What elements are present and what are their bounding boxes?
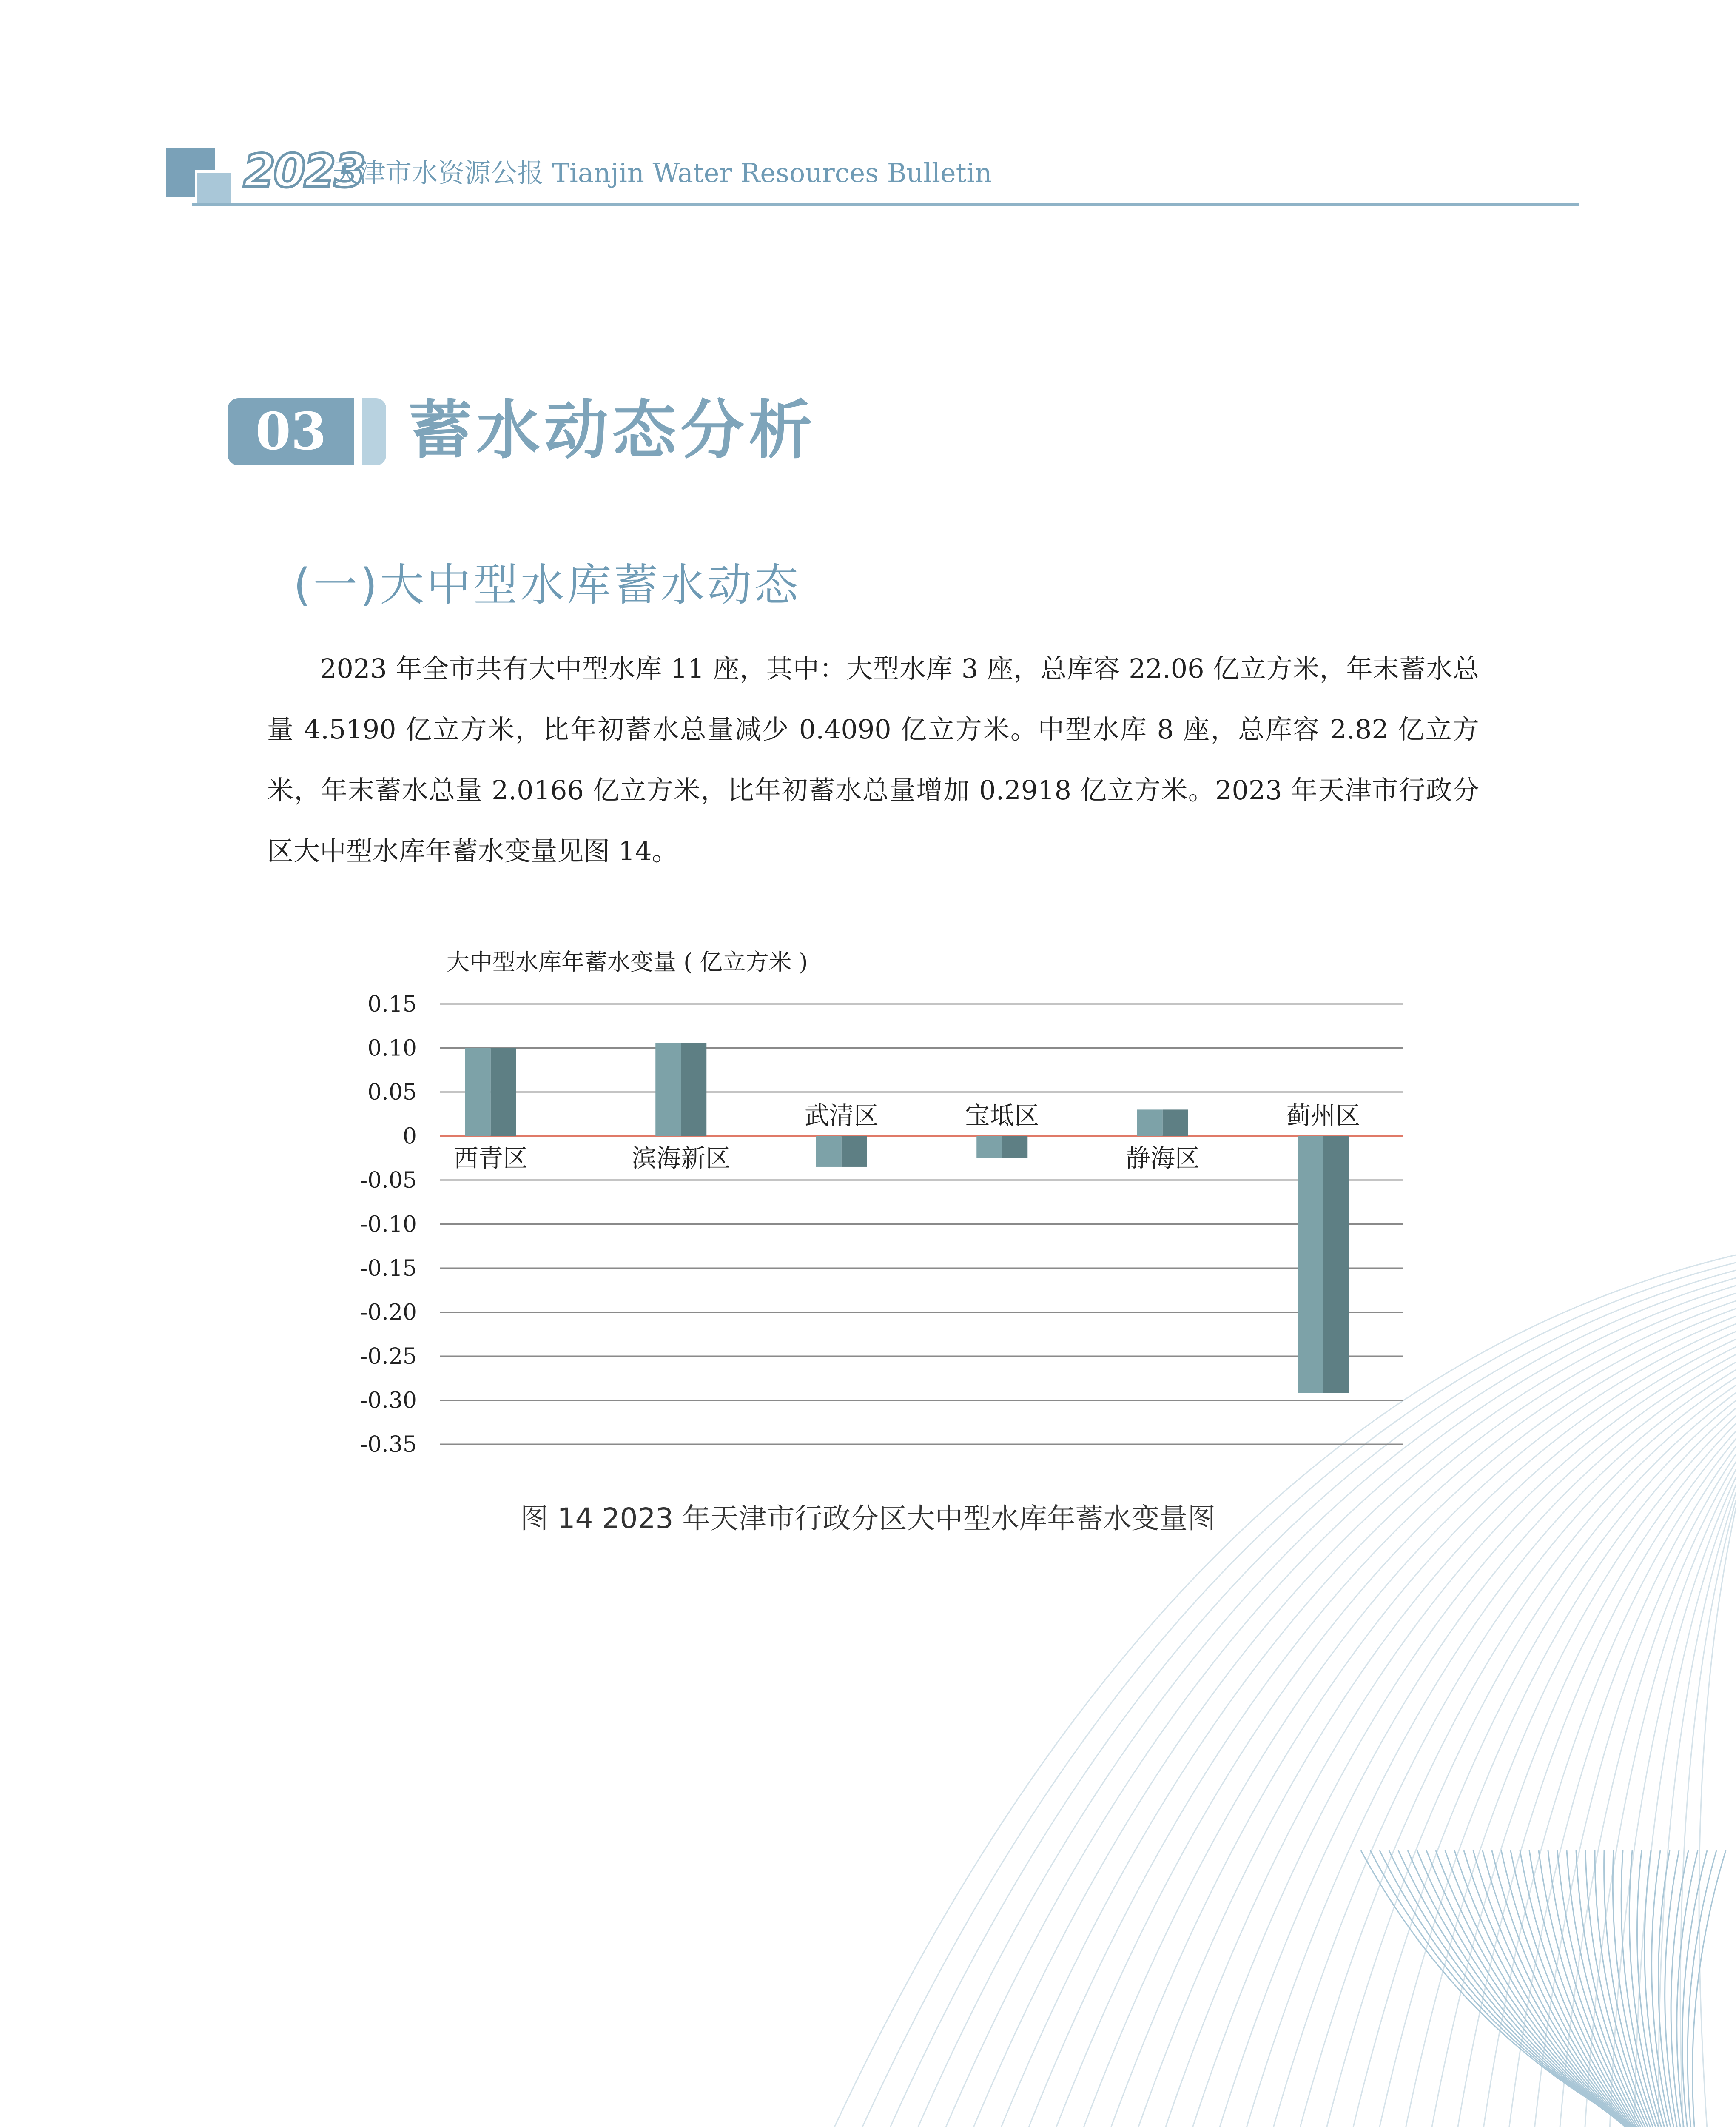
- section-number-badge: 03: [228, 398, 354, 465]
- background-fan-line: [1688, 1850, 1736, 2127]
- chart-bar-front: [816, 1136, 842, 1167]
- header-logo-square-light: [195, 170, 233, 208]
- figure-caption: 图 14 2023 年天津市行政分区大中型水库年蓄水变量图: [520, 1502, 1216, 1535]
- header-title: 天津市水资源公报 Tianjin Water Resources Bulletin: [333, 157, 992, 188]
- chart-category-label: 武清区: [804, 1101, 879, 1130]
- chart-bar-front: [465, 1048, 491, 1136]
- background-arc-line: [1659, 1492, 1736, 2127]
- chart-ytick-label: 0.15: [367, 992, 417, 1017]
- chart-bar-side: [842, 1136, 867, 1167]
- section-badge-accent: [362, 398, 386, 465]
- chart-bar-front: [655, 1043, 681, 1136]
- section-title: 蓄水动态分析: [408, 393, 817, 468]
- subsection-title: (一)大中型水库蓄水动态: [293, 559, 801, 611]
- chart-bar: [1298, 1136, 1349, 1393]
- chart-category-label: 西青区: [453, 1143, 528, 1173]
- chart-bar-front: [1137, 1109, 1163, 1136]
- chart-title: 大中型水库年蓄水变量 ( 亿立方米 ): [447, 949, 808, 975]
- storage-change-bar-chart: [340, 936, 1446, 1489]
- chart-ytick-label: -0.05: [360, 1168, 417, 1193]
- chart-ytick-label: -0.35: [360, 1432, 417, 1457]
- chart-category-label: 宝坻区: [965, 1101, 1039, 1130]
- background-fan-line: [1567, 1850, 1736, 2127]
- chart-bar-side: [681, 1043, 706, 1136]
- chart-bar: [976, 1136, 1027, 1158]
- chart-category-label: 滨海新区: [632, 1143, 731, 1173]
- chart-ytick-label: -0.15: [360, 1256, 417, 1281]
- chart-bar: [655, 1043, 706, 1136]
- chart-ytick-label: -0.20: [360, 1300, 417, 1326]
- chart-category-label: 蓟州区: [1286, 1101, 1360, 1130]
- background-arc-line: [1680, 1500, 1736, 2127]
- chart-bar-side: [1163, 1109, 1188, 1136]
- chart-ytick-label: 0.10: [367, 1035, 417, 1061]
- chart-bar: [816, 1136, 867, 1167]
- body-paragraph: 2023 年全市共有大中型水库 11 座，其中：大型水库 3 座，总库容 22.06 亿立方米，年末蓄水总量 4.5190 亿立方米，比年初蓄水总量减少 0.4090 亿立方米。中型水库 8 座，总库容 2.82 亿立方米，年末蓄水总量 2.0166 亿立方米，比年初蓄水总量增加 0.2918 亿立方米。2023 年天津市行政分区大中型水库年蓄水变量见图 14。: [267, 653, 1479, 867]
- chart-ytick-label: -0.25: [360, 1344, 417, 1369]
- chart-ytick-label: 0: [402, 1123, 417, 1149]
- chart-bar-side: [1002, 1136, 1027, 1158]
- chart-ytick-label: -0.30: [360, 1388, 417, 1414]
- chart-bar-front: [976, 1136, 1002, 1158]
- background-arc-line: [1699, 1508, 1736, 2127]
- chart-bar-side: [491, 1048, 516, 1136]
- chart-bar-side: [1323, 1136, 1349, 1393]
- chart-bar: [1137, 1109, 1188, 1136]
- chart-ytick-label: -0.10: [360, 1212, 417, 1237]
- chart-ytick-label: 0.05: [367, 1080, 417, 1105]
- header-rule: [192, 203, 1579, 206]
- chart-category-label: 静海区: [1125, 1143, 1200, 1173]
- chart-bar-front: [1298, 1136, 1323, 1393]
- chart-bar: [465, 1048, 516, 1136]
- header-year: 2023: [243, 145, 364, 198]
